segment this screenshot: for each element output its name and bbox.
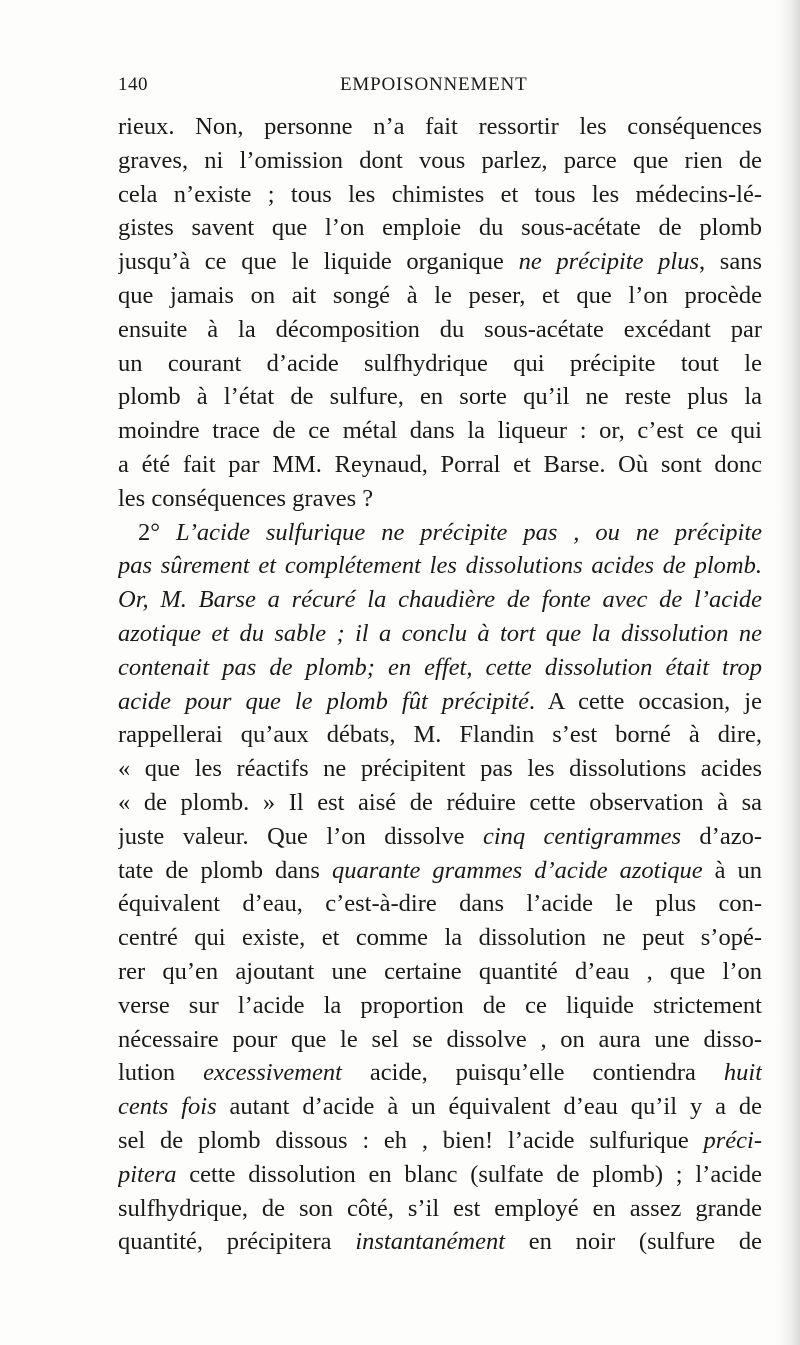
text-segment: cela n’existe ; tous les chimistes et tous les médecins-lé- <box>118 180 762 208</box>
text-segment: en noir (sulfure de <box>505 1228 762 1256</box>
text-segment: graves, ni l’omission dont vous parlez, parce que rien de <box>118 146 762 174</box>
text-line <box>118 718 762 752</box>
italic-text-segment: L’acide sulfurique ne précipite pas , ou ne précipite <box>176 518 762 546</box>
text-line <box>118 1056 762 1090</box>
text-line <box>118 448 762 482</box>
text-segment: autant d’acide à un équivalent d’eau qu’il y a de <box>216 1093 762 1121</box>
italic-text-segment: instantanément <box>355 1228 506 1256</box>
text-segment: sel de plomb dissous : eh , bien! l’acide sulfurique <box>118 1126 704 1154</box>
text-segment: d’azo- <box>681 822 762 850</box>
text-line <box>118 380 762 414</box>
text-line <box>118 1192 762 1226</box>
running-head <box>118 74 758 102</box>
text-segment: rieux. Non, personne n’a fait ressortir les conséquences <box>118 113 762 140</box>
italic-text-segment: pitera <box>118 1160 177 1188</box>
text-line <box>118 887 762 921</box>
text-segment: rappellerai qu’aux débats, M. Flandin s’est borné à dire, <box>118 721 762 749</box>
italic-text-segment: cinq centigrammes <box>482 822 681 850</box>
running-title: EMPOISONNEMENT <box>340 74 528 95</box>
text-segment: lution <box>118 1059 204 1087</box>
italic-text-segment: ne précipite plus <box>518 248 699 276</box>
italic-text-segment: préci- <box>703 1126 762 1154</box>
text-segment: . A cette occasion, je <box>528 687 762 715</box>
text-line <box>118 1023 762 1057</box>
text-line <box>118 414 762 448</box>
italic-text-segment: cents fois <box>118 1093 217 1121</box>
text-line <box>118 482 762 516</box>
text-segment: centré qui existe, et comme la dissolution ne peut s’opé- <box>118 924 762 952</box>
text-segment: cette dissolution en blanc (sulfate de plomb) ; l’acide <box>176 1160 762 1188</box>
text-segment: rer qu’en ajoutant une certaine quantité d’eau , que l’on <box>118 957 762 985</box>
text-line <box>118 1124 762 1158</box>
text-segment: acide, puisqu’elle contiendra <box>341 1059 724 1087</box>
text-line <box>118 1090 762 1124</box>
italic-text-segment: quarante grammes d’acide azotique <box>331 856 703 884</box>
text-segment: « de plomb. » Il est aisé de réduire cette observation à sa <box>118 788 762 816</box>
italic-text-segment: acide pour que le plomb fût précipité <box>118 687 529 715</box>
text-segment: les conséquences graves ? <box>118 484 374 512</box>
text-segment: a été fait par MM. Reynaud, Porral et Barse. Où sont donc <box>118 450 762 478</box>
text-segment: sulfhydrique, de son côté, s’il est employé en assez grande <box>118 1194 762 1222</box>
text-line <box>118 752 762 786</box>
text-segment: nécessaire pour que le sel se dissolve , on aura une disso- <box>118 1025 762 1053</box>
text-line <box>118 347 762 381</box>
text-line <box>118 685 762 719</box>
text-segment: ensuite à la décomposition du sous-acétate excédant par <box>118 315 762 343</box>
text-segment: , sans <box>698 248 762 276</box>
text-line <box>118 1225 762 1259</box>
text-segment: à un <box>702 856 762 884</box>
text-segment: quantité, précipitera <box>118 1228 356 1256</box>
text-line <box>118 854 762 888</box>
text-segment: plomb à l’état de sulfure, en sorte qu’il ne reste plus la <box>118 383 762 411</box>
text-line <box>118 820 762 854</box>
text-line <box>118 211 762 245</box>
text-segment: moindre trace de ce métal dans la liqueur : or, c’est ce qui <box>118 417 762 445</box>
italic-text-segment: excessivement <box>203 1059 342 1087</box>
text-segment: juste valeur. Que l’on dissolve <box>118 822 483 850</box>
text-segment: verse sur l’acide la proportion de ce liquide strictement <box>118 991 762 1019</box>
italic-text-segment: pas sûrement et complétement les dissolutions acides de plomb. <box>118 552 762 580</box>
page-number: 140 <box>118 74 148 95</box>
text-line <box>118 921 762 955</box>
text-segment: un courant d’acide sulfhydrique qui précipite tout le <box>118 349 762 377</box>
text-line <box>118 144 762 178</box>
text-line <box>118 549 762 583</box>
italic-text-segment: Or, M. Barse a récuré la chaudière de fonte avec de l’acide <box>118 586 762 614</box>
text-segment: « que les réactifs ne précipitent pas les dissolutions acides <box>118 755 762 783</box>
text-line <box>118 786 762 820</box>
text-line <box>118 279 762 313</box>
text-segment: jusqu’à ce que le liquide organique <box>118 248 519 276</box>
text-line <box>118 651 762 685</box>
text-line <box>118 178 762 212</box>
text-line <box>118 617 762 651</box>
text-line <box>118 989 762 1023</box>
italic-text-segment: contenait pas de plomb; en effet, cette dissolution était trop <box>118 653 762 681</box>
italic-text-segment: huit <box>723 1059 762 1087</box>
text-segment: que jamais on ait songé à le peser, et que l’on procède <box>118 281 762 309</box>
text-segment: tate de plomb dans <box>118 856 332 884</box>
text-line <box>118 110 762 144</box>
text-line <box>118 516 762 550</box>
text-line <box>118 313 762 347</box>
text-line <box>118 955 762 989</box>
text-segment: gistes savent que l’on emploie du sous-acétate de plomb <box>118 214 762 242</box>
text-line <box>118 583 762 617</box>
body-text <box>118 110 762 1259</box>
italic-text-segment: azotique et du sable ; il a conclu à tort que la dissolution ne <box>118 619 762 647</box>
text-segment: 2° <box>138 518 177 546</box>
page-gutter-shadow <box>778 0 800 1345</box>
text-line <box>118 1158 762 1192</box>
text-line <box>118 245 762 279</box>
text-segment: équivalent d’eau, c’est-à-dire dans l’acide le plus con- <box>118 890 762 918</box>
